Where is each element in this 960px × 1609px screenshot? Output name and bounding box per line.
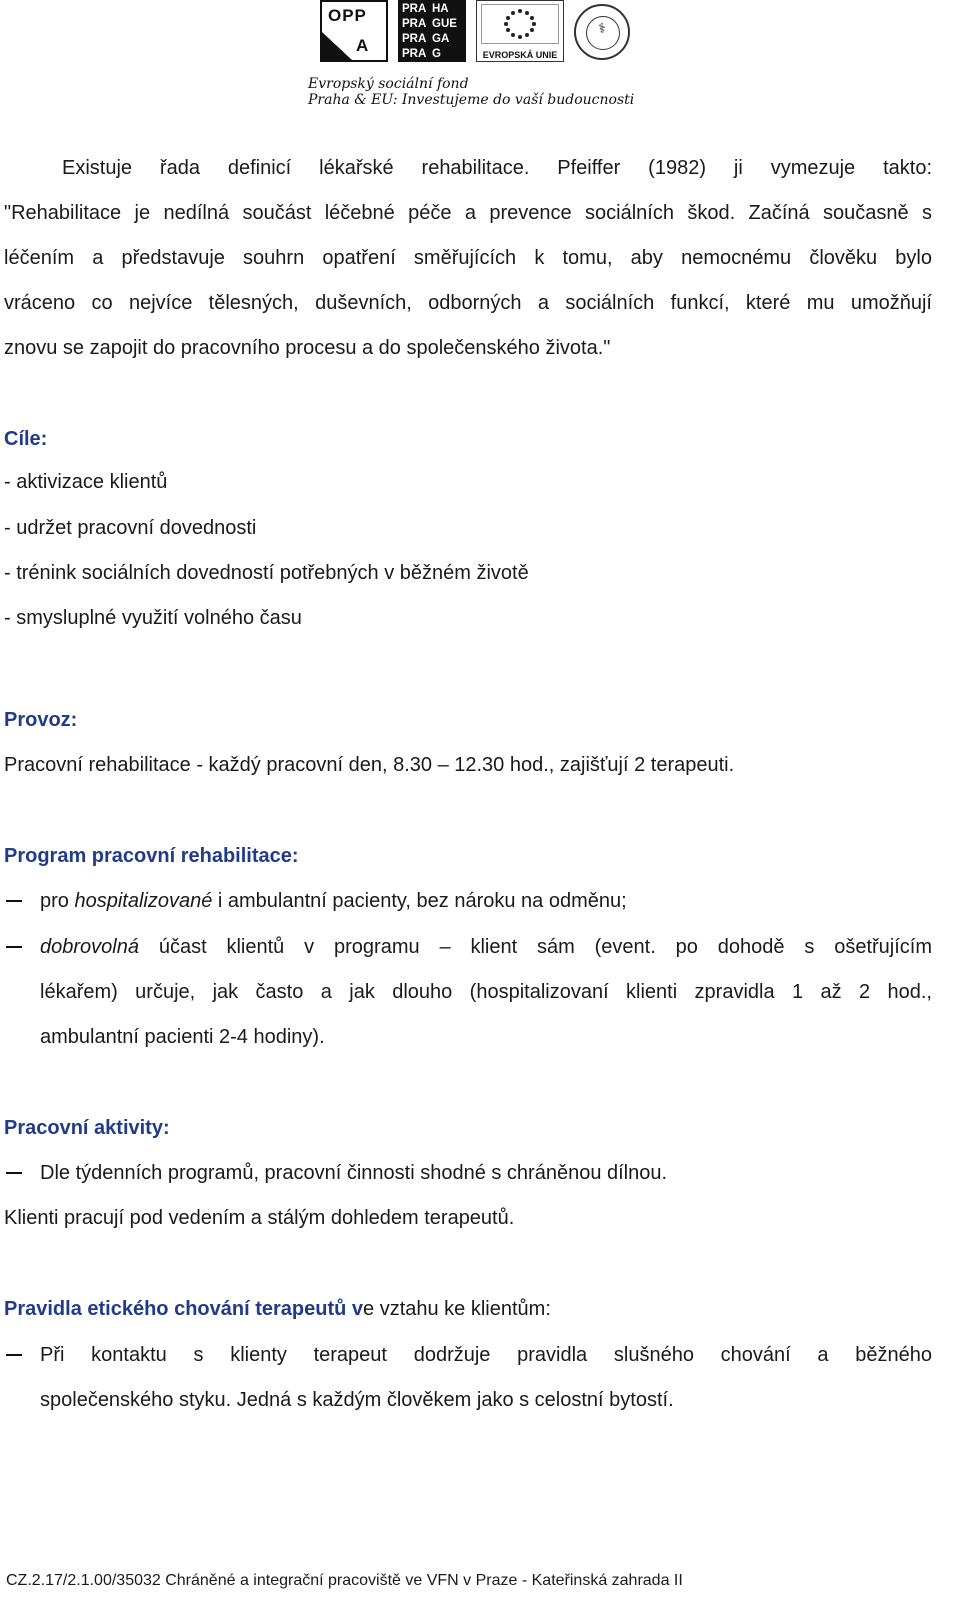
- praha-logo-text: PRA: [402, 18, 427, 30]
- eu-flag-icon: [481, 4, 559, 44]
- cile-item: - aktivizace klientů: [4, 471, 168, 493]
- intro-line-2: "Rehabilitace je nedílná součást léčebné péče a prevence sociálních škod. Začíná současně s: [4, 202, 932, 224]
- program-item-2-text: účast klientů v programu – klient sám (event. po dohodě s ošetřujícím: [138, 936, 932, 958]
- pravidla-heading-rest: e vztahu ke klientům:: [363, 1298, 551, 1320]
- praha-logo-text: PRA: [402, 48, 427, 60]
- praha-logo: [398, 0, 466, 62]
- bullet-dash-icon: [6, 1172, 22, 1174]
- intro-line-3: léčením a představuje souhrn opatření směřujících k tomu, aby nemocnému člověku bylo: [4, 247, 932, 269]
- cile-heading: Cíle:: [4, 428, 48, 450]
- esf-line2: Praha & EU: Investujeme do vaší budoucnosti: [308, 92, 635, 108]
- praha-logo-text: HA: [432, 3, 449, 15]
- pravidla-item-line-2: společenského styku. Jedná s každým člověkem jako s celostní bytostí.: [40, 1389, 674, 1411]
- eu-logo: [476, 0, 564, 62]
- praha-logo-text: GUE: [432, 18, 457, 30]
- praha-logo-text: PRA: [402, 3, 427, 15]
- aktivity-item-1: Dle týdenních programů, pracovní činnosti shodné s chráněnou dílnou.: [40, 1162, 668, 1184]
- program-item-1-text: i ambulantní pacienty, bez nároku na odměnu;: [212, 890, 627, 912]
- cile-item: - smysluplné využití volného času: [4, 607, 302, 629]
- praha-logo-text: PRA: [402, 33, 427, 45]
- aktivity-line-2: Klienti pracují pod vedením a stálým dohledem terapeutů.: [4, 1207, 515, 1229]
- oppa-logo-top: OPP: [328, 6, 367, 25]
- program-item-1-text: pro: [40, 890, 75, 912]
- header-logos: [320, 0, 630, 70]
- program-item-1: [40, 889, 627, 913]
- praha-logo-text: GA: [432, 33, 450, 45]
- bullet-dash-icon: [6, 900, 22, 902]
- bullet-dash-icon: [6, 1354, 22, 1356]
- program-item-1-emphasis: hospitalizované: [74, 890, 213, 912]
- bullet-dash-icon: [6, 946, 22, 948]
- cile-item: - udržet pracovní dovednosti: [4, 517, 257, 539]
- provoz-heading: Provoz:: [4, 709, 78, 731]
- intro-line-1: Existuje řada definicí lékařské rehabilitace. Pfeiffer (1982) ji vymezuje takto:: [62, 157, 932, 179]
- oppa-logo: [320, 0, 388, 62]
- cile-item: - trénink sociálních dovedností potřebných v běžném životě: [4, 562, 529, 584]
- esf-caption: [308, 76, 634, 108]
- page-footer: CZ.2.17/2.1.00/35032 Chráněné a integrační pracoviště ve VFN v Praze - Kateřinská zahrada II: [6, 1572, 683, 1589]
- aktivity-heading: Pracovní aktivity:: [4, 1117, 170, 1139]
- intro-line-4: vráceno co nejvíce tělesných, duševních, odborných a sociálních funkcí, které mu umožňují: [4, 292, 932, 314]
- provoz-text: Pracovní rehabilitace - každý pracovní den, 8.30 – 12.30 hod., zajišťují 2 terapeuti.: [4, 754, 735, 776]
- program-item-2-line-1: [40, 935, 932, 959]
- praha-logo-text: G: [432, 48, 441, 60]
- program-item-2-line-3: ambulantní pacienti 2-4 hodiny).: [40, 1026, 325, 1048]
- oppa-logo-bottom: A: [356, 36, 370, 55]
- faculty-seal-icon: ⚕: [574, 4, 630, 60]
- oppa-logo-mark: [322, 32, 352, 60]
- program-item-2-emphasis: dobrovolná: [40, 936, 139, 958]
- program-heading: Program pracovní rehabilitace:: [4, 845, 299, 867]
- esf-line1: Evropský sociální fond: [308, 76, 469, 92]
- pravidla-heading: [4, 1297, 551, 1321]
- pravidla-item-line-1: Při kontaktu s klienty terapeut dodržuje pravidla slušného chování a běžného: [40, 1344, 932, 1366]
- intro-line-5: znovu se zapojit do pracovního procesu a do společenského života.": [4, 337, 611, 359]
- program-item-2-line-2: lékařem) určuje, jak často a jak dlouho (hospitalizovaní klienti zpravidla 1 až 2 hod.,: [40, 981, 932, 1003]
- pravidla-heading-bold: Pravidla etického chování terapeutů v: [4, 1298, 364, 1320]
- eu-label: EVROPSKÁ UNIE: [482, 50, 558, 60]
